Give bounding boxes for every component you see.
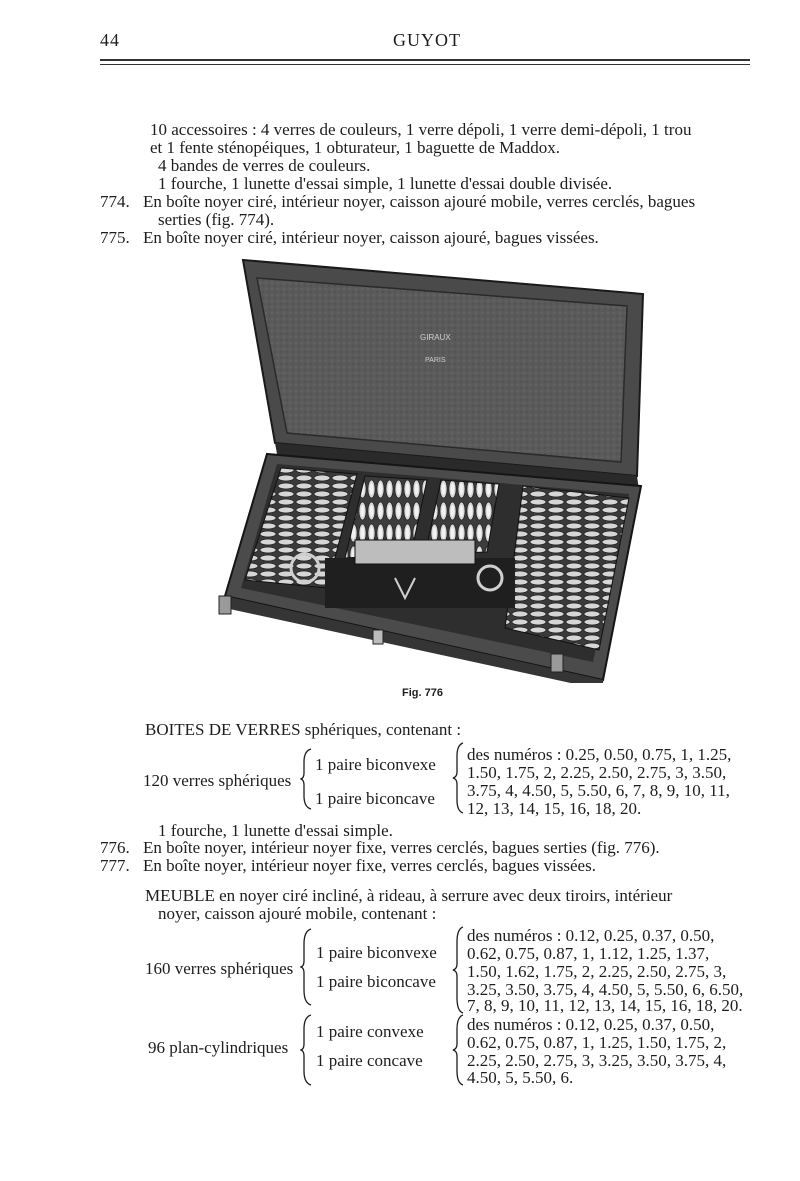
header-rule: [100, 59, 750, 61]
brace-left: [300, 928, 312, 1006]
item-number: 774.: [100, 192, 130, 211]
value-line: 3.25, 3.50, 3.75, 4, 4.50, 5, 5.50, 6, 6.50,: [467, 980, 744, 999]
item-text: En boîte noyer ciré, intérieur noyer, caisson ajouré mobile, verres cerclés, bagues: [143, 192, 696, 211]
extra-line: 1 fourche, 1 lunette d'essai simple.: [158, 821, 393, 840]
value-line: 7, 8, 9, 10, 11, 12, 13, 14, 15, 16, 18, 20.: [467, 996, 743, 1015]
lid-brand: GIRAUX: [420, 333, 451, 342]
pair-label: 1 paire biconcave: [316, 972, 436, 991]
item-text: En boîte noyer, intérieur noyer fixe, verres cerclés, bagues serties (fig. 776).: [143, 838, 660, 857]
group-label: 96 plan-cylindriques: [148, 1038, 289, 1057]
value-line: 1.50, 1.62, 1.75, 2, 2.25, 2.50, 2.75, 3,: [467, 962, 727, 981]
section-heading: BOITES DE VERRES sphériques, contenant :: [145, 720, 462, 739]
lens-case-illustration: [205, 258, 648, 683]
group-label: 160 verres sphériques: [145, 959, 294, 978]
group-label: 120 verres sphériques: [143, 771, 292, 790]
section-heading: noyer, caisson ajouré mobile, contenant :: [158, 904, 437, 923]
value-line: des numéros : 0.12, 0.25, 0.37, 0.50,: [467, 926, 715, 945]
page-number: 44: [100, 30, 120, 50]
value-line: 12, 13, 14, 15, 16, 18, 20.: [467, 799, 642, 818]
value-line: 3.75, 4, 4.50, 5, 5.50, 6, 7, 8, 9, 10, 11,: [467, 781, 730, 800]
intro-line: et 1 fente sténopéiques, 1 obturateur, 1 baguette de Maddox.: [150, 138, 561, 157]
value-line: 0.62, 0.75, 0.87, 1, 1.25, 1.50, 1.75, 2,: [467, 1033, 727, 1052]
pair-label: 1 paire convexe: [316, 1022, 424, 1041]
pair-label: 1 paire biconvexe: [316, 943, 437, 962]
item-text: En boîte noyer ciré, intérieur noyer, caisson ajouré, bagues vissées.: [143, 228, 599, 247]
value-line: des numéros : 0.25, 0.50, 0.75, 1, 1.25,: [467, 745, 732, 764]
item-number: 775.: [100, 228, 130, 247]
intro-line: 10 accessoires : 4 verres de couleurs, 1 verre dépoli, 1 verre demi-dépoli, 1 trou: [150, 120, 692, 139]
value-line: 1.50, 1.75, 2, 2.25, 2.50, 2.75, 3, 3.50,: [467, 763, 727, 782]
item-text: En boîte noyer, intérieur noyer fixe, verres cerclés, bagues vissées.: [143, 856, 596, 875]
pair-label: 1 paire biconvexe: [315, 755, 436, 774]
brace-right: [452, 742, 464, 814]
item-number: 776.: [100, 838, 130, 857]
brace-right: [452, 926, 464, 1014]
section-heading: MEUBLE en noyer ciré incliné, à rideau, à serrure avec deux tiroirs, intérieur: [145, 886, 673, 905]
lid-city: PARIS: [425, 357, 446, 364]
value-line: des numéros : 0.12, 0.25, 0.37, 0.50,: [467, 1015, 715, 1034]
figure-caption: Fig. 776: [402, 687, 443, 699]
value-line: 0.62, 0.75, 0.87, 1, 1.12, 1.25, 1.37,: [467, 944, 710, 963]
brace-left: [300, 748, 312, 810]
pair-label: 1 paire concave: [316, 1051, 423, 1070]
brace-left: [300, 1014, 312, 1086]
value-line: 2.25, 2.50, 2.75, 3, 3.25, 3.50, 3.75, 4,: [467, 1051, 727, 1070]
item-number: 777.: [100, 856, 130, 875]
intro-line: 1 fourche, 1 lunette d'essai simple, 1 lunette d'essai double divisée.: [158, 174, 613, 193]
brace-right: [452, 1014, 464, 1086]
item-text: serties (fig. 774).: [158, 210, 275, 229]
intro-line: 4 bandes de verres de couleurs.: [158, 156, 371, 175]
value-line: 4.50, 5, 5.50, 6.: [467, 1068, 574, 1087]
running-title: GUYOT: [393, 30, 461, 50]
pair-label: 1 paire biconcave: [315, 789, 435, 808]
header-rule-thin: [100, 64, 750, 65]
